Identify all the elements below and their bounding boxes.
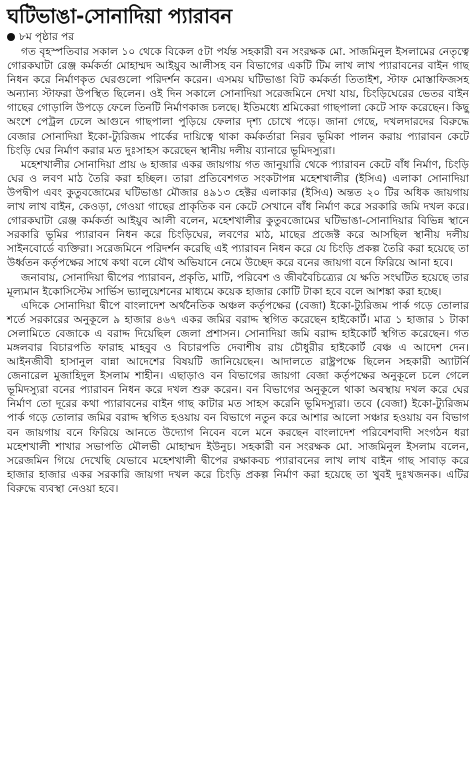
article-headline: ঘটিভাঙা-সোনাদিয়া প্যারাবন — [7, 4, 232, 28]
article-paragraph-4: এদিকে সোনাদিয়া দ্বীপে বাংলাদেশ অর্থনৈতিক অঞ্চল কর্তৃপক্ষের (বেজা) ইকো-ট্যুরিজম পার্ক গড়ে তোলার শর্তে সরকারের অনুকূলে ৯ হাজার ৪৬৭ একর জমির বরাদ্দ স্থগিত করেছেন হাইকোর্ট। মাত্র ১ হাজার ১ টাকা সেলামিতে বেজাকে এ বরাদ্দ দিয়েছিল জেলা প্রশাসন। সোনাদিয়া জমি বরাদ্দ হাইকোর্ট স্থগিত করেছেন। গত মঙ্গলবার বিচারপতি ফারাহ মাহবুব ও বিচারপতি দেবাশীষ রায় চৌধুরীর হাইকোর্ট বেঞ্চ এ আদেশ দেন। আইনজীবী হাসানুল বান্না আদেশের বিষয়টি জানিয়েছেন। আদালতে রাষ্ট্রপক্ষে ছিলেন সহকারী অ্যাটর্নি জেনারেল মুজাহিদুল ইসলাম শাহীন। এছাড়াও বন বিভাগের জায়গা বেজা কর্তৃপক্ষের অনুকূলে চলে গেলে ভূমিদস্যুরা বনের প্যারাবন নিধন করে দখল শুরু করেন। বন বিভাগের অনুকূলে থাকা অবস্থায় দখল করে ঘের নির্মাণ তো দূরের কথা প্যারাবনের বাইন গাছ কাটার মত সাহস করেনি ভূমিদস্যুরা। তবে (বেজা) ইকো-ট্যুরিজম পার্ক গড়ে তোলার জমির বরাদ্দ স্থগিত হওয়ায় বন বিভাগে নতুন করে আশার আলো সঞ্চার হওয়ায় বন বিভাগ বন জায়গায় বনে ফিরিয়ে আনতে উদ্যোগ নিবেন বলে মনে করছেন বাংলাদেশ পরিবেশবাদী সংগঠন ধরা মহেশখালী শাখার সভাপতি মৌলভী মোহাম্মদ ইউনুচ। সহকারী বন সংরক্ষক মো. সাজমিনুল ইসলাম বলেন, সরেজমিন গিয়ে দেখেছি যেভাবে মহেশখালী দ্বীপের রক্ষাকবচ প্যারাবনের লাখ লাখ বাইন গাছ সাবাড় করে হাজার হাজার একর সরকারি জায়গা দখল করে চিংড়ি প্রকল্প নির্মাণ করা হয়েছে তা খুবই দুঃখজনক। এটির বিরুদ্ধে ব্যবস্থা নেওয়া হবে। — [7, 299, 469, 495]
article-paragraph-1: গত বৃহস্পতিবার সকাল ১০ থেকে বিকেল ৫টা পর্যন্ত সহকারী বন সংরক্ষক মো. সাজমিনুল ইসলামের নেতৃত্বে গোরকঘাটা রেঞ্জ কর্মকর্তা মোহাম্মদ আইয়ুব আলীসহ বন বিভাগের একটি টিম লাখ লাখ প্যারাবনের বাইন গাছ নিধন করে নির্মাণকৃত ঘেরগুলো পরিদর্শন করেন। এসময় ঘটিভাঙা বিট কর্মকর্তা তিতাইশ, স্টাফ মোস্তাফিজসহ অন্যান্য স্টাফরা উপস্থিত ছিলেন। ওই দিন সকালে সোনাদিয়া সরেজমিনে দেখা যায়, চিংড়িঘেরের ভেতর বাইন গাছের গোড়ালি উপড়ে ফেলে তিনটি নির্মাণকাজ চলছে। ইতিমধ্যে শ্রমিকেরা গাছপালা কেটে সাফ করেছেন। কিছু অংশে পেট্রল ঢেলে আগুনে গাছপালা পুড়িয়ে ফেলার দৃশ্য চোখে পড়ে। জানা গেছে, দখলদারদের বিরুদ্ধে বেজার সোনাদিয়া ইকো-ট্যুরিজম পার্কের দায়িত্বে থাকা কর্মকর্তারা নিরব ভূমিকা পালন করায় প্যারাবন কেটে চিংড়ি ঘের নির্মাণ করার মত দুঃসাহস করেছেন স্থানীয় দলীয় ব্যানারে ভূমিদস্যুরা। — [7, 46, 469, 157]
continuation-line — [7, 30, 469, 44]
continued-from-label: ৮ম পৃষ্ঠার পর — [19, 31, 75, 43]
article-paragraph-3: জনাবায়, সোনাদিয়া দ্বীপের প্যারাবন, প্রকৃতি, মাটি, পরিবেশ ও জীববৈচিত্র্যের যে ক্ষতি সংঘটিত হয়েছে তার মূল্যমান ইকোসিস্টেম সার্ভিস ভ্যালুয়েশনের মাধ্যমে কয়েক হাজার কোটি টাকা হবে বলে আশঙ্কা করা হচ্ছে। — [7, 271, 469, 298]
article-paragraph-2: মহেশখালীর সোনাদিয়া প্রায় ৬ হাজার একর জায়গায় গত জানুয়ারি থেকে প্যারাবন কেটে বাঁধ নির্মাণ, চিংড়ি ঘের ও লবণ মাঠ তৈরি করা হচ্ছিল। তারা প্রতিবেশগত সংকটাপন্ন মহেশখালীর (ইসিএ) এলাকা সোনাদিয়া উপদ্বীপ এবং কুতুবজোমের ঘটিভাঙা মৌজার ৪৯১৩ হেক্টর এলাকার (ইসিএ) অন্তত ২০ টির অধিক জায়গায় লাখ লাখ বাইন, কেওড়া, গেওয়া গাছের প্রাকৃতিক বন কেটে সেখানে বাঁধ নির্মাণ করে সরকারি জমি দখল করে। গোরকঘাটা রেঞ্জ কর্মকর্তা আইয়ুব আলী বলেন, মহেশখালীর কুতুবজোমের ঘটিভাঙা-সোনাদিয়ার বিভিন্ন স্থানে সরকারি ভূমির প্যারাবন নিধন করে চিংড়িঘের, লবণের মাঠ, মাছের প্রজেক্ট করে আসছিল স্থানীয় দলীয় সাইনবোর্ডে ব্যক্তিরা। সরেজমিনে পরিদর্শন করেছি এই প্যারাবন নিধন করে যে চিংড়ি প্রকল্প তৈরি করা হয়েছে তা উর্ধ্বতন কর্তৃপক্ষের সাথে কথা বলে যৌথ অভিযানে নেমে উচ্ছেদ করে বনের জায়গা বনে ফিরিয়ে আনা হবে। — [7, 158, 469, 270]
bullet-dot-icon — [7, 33, 15, 41]
